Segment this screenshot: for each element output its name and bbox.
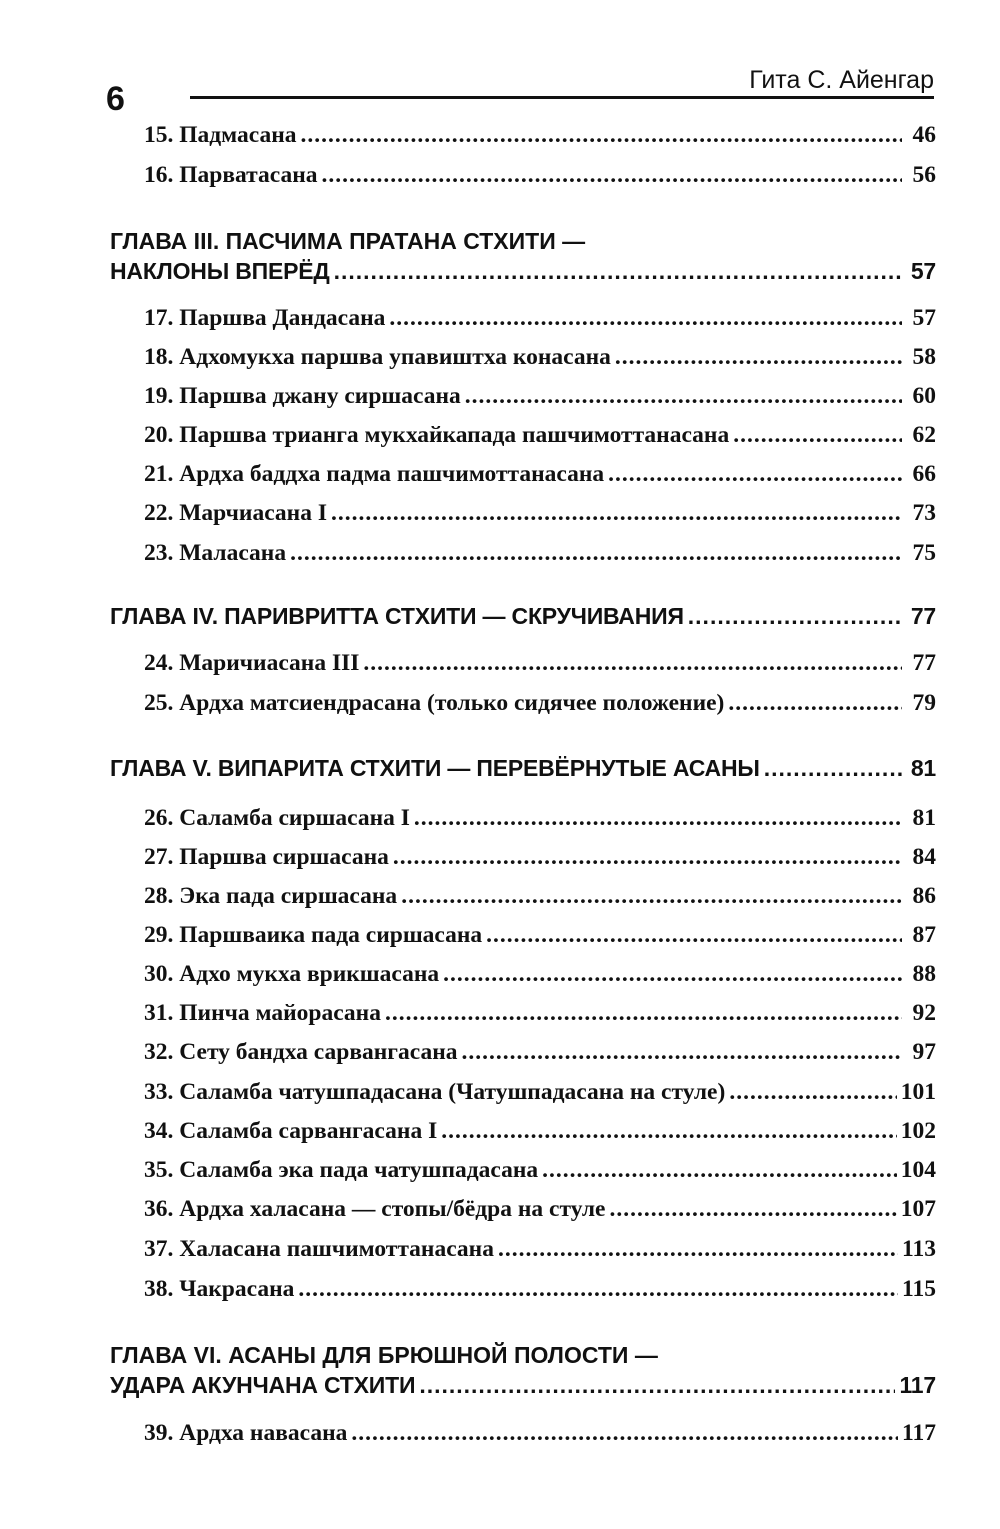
dot-leader [322, 162, 902, 189]
toc-entry-title: 35. Саламба эка пада чатушпадасана [144, 1157, 539, 1183]
dot-leader [443, 961, 902, 988]
toc-entry-page: 79 [912, 690, 936, 716]
chapter-heading [110, 258, 936, 285]
toc-entry-page: 92 [912, 1000, 936, 1026]
toc-entry [144, 344, 936, 371]
toc-entry-title: 33. Саламба чатушпадасана (Чатушпадасана на стуле) [144, 1079, 726, 1105]
running-header-author: Гита С. Айенгар [749, 66, 934, 94]
toc-entry [144, 805, 936, 832]
toc-entry [144, 461, 936, 488]
toc-entry-title: 26. Саламба сиршасана I [144, 805, 410, 831]
toc-entry [144, 690, 936, 717]
toc-entry-title: 18. Адхомукха паршва упавиштха конасана [144, 344, 611, 370]
toc-entry-title: 28. Эка пада сиршасана [144, 883, 398, 909]
chapter-title: ГЛАВА IV. ПАРИВРИТТА СТХИТИ — СКРУЧИВАНИЯ [110, 603, 684, 629]
toc-entry-page: 75 [912, 540, 936, 566]
toc-entry-page: 66 [912, 461, 936, 487]
dot-leader [385, 1000, 902, 1027]
toc-entry [144, 500, 936, 527]
dot-leader [363, 650, 902, 677]
toc-entry-page: 107 [900, 1196, 936, 1222]
toc-entry [144, 1276, 936, 1303]
chapter-title-line1: ГЛАВА III. ПАСЧИМА ПРАТАНА СТХИТИ — [110, 228, 586, 254]
toc-entry [144, 1236, 936, 1263]
toc-entry-page: 77 [912, 650, 936, 676]
toc-entry-title: 16. Парватасана [144, 162, 318, 188]
toc-entry [144, 1079, 936, 1106]
toc-entry [144, 1039, 936, 1066]
dot-leader [401, 883, 902, 910]
toc-entry [144, 422, 936, 449]
toc-entry-page: 104 [900, 1157, 936, 1183]
toc-entry-title: 27. Паршва сиршасана [144, 844, 389, 870]
toc-entry [144, 961, 936, 988]
toc-entry-title: 24. Маричиасана III [144, 650, 360, 676]
dot-leader [729, 1079, 896, 1106]
dot-leader [465, 383, 902, 410]
toc-entry-title: 30. Адхо мукха врикшасана [144, 961, 440, 987]
toc-entry-title: 23. Маласана [144, 540, 287, 566]
toc-entry [144, 383, 936, 410]
toc-entry-page: 73 [912, 500, 936, 526]
page-number: 6 [106, 80, 125, 118]
toc-entry-page: 56 [912, 162, 936, 188]
chapter-page: 57 [910, 258, 936, 284]
dot-leader [733, 422, 902, 449]
toc-entry-page: 102 [900, 1118, 936, 1144]
toc-entry-page: 117 [902, 1420, 936, 1446]
toc-entry [144, 162, 936, 189]
dot-leader [542, 1157, 897, 1184]
toc-entry [144, 1157, 936, 1184]
dot-leader [301, 122, 902, 149]
toc-entry-title: 25. Ардха матсиендрасана (только сидячее положение) [144, 690, 725, 716]
toc-entry-page: 86 [912, 883, 936, 909]
toc-entry [144, 1000, 936, 1027]
dot-leader [298, 1276, 898, 1303]
dot-leader [462, 1039, 903, 1066]
chapter-title-line1: ГЛАВА VI. АСАНЫ ДЛЯ БРЮШНОЙ ПОЛОСТИ — [110, 1342, 658, 1368]
toc-entry-page: 60 [912, 383, 936, 409]
toc-entry [144, 1196, 936, 1223]
chapter-heading [110, 755, 936, 782]
toc-entry-title: 21. Ардха баддха падма пашчимоттанасана [144, 461, 605, 487]
toc-entry [144, 844, 936, 871]
header-rule [190, 96, 934, 99]
toc-entry-title: 17. Паршва Дандасана [144, 305, 386, 331]
toc-entry-page: 87 [912, 922, 936, 948]
chapter-title-line2: НАКЛОНЫ ВПЕРЁД [110, 258, 330, 284]
dot-leader [290, 540, 902, 567]
toc-entry-page: 81 [912, 805, 936, 831]
toc-entry-page: 101 [900, 1079, 936, 1105]
toc-entry [144, 922, 936, 949]
dot-leader [334, 258, 902, 285]
toc-entry-title: 34. Саламба сарвангасана I [144, 1118, 438, 1144]
dot-leader [486, 922, 902, 949]
toc-entry-title: 29. Паршваика пада сиршасана [144, 922, 483, 948]
toc-entry-page: 58 [912, 344, 936, 370]
dot-leader [414, 805, 902, 832]
toc-entry-page: 115 [902, 1276, 936, 1302]
toc-entry [144, 1420, 936, 1447]
dot-leader [419, 1372, 895, 1399]
dot-leader [441, 1118, 897, 1145]
toc-entry [144, 122, 936, 149]
chapter-heading [110, 1372, 936, 1399]
toc-entry [144, 650, 936, 677]
toc-entry-page: 97 [912, 1039, 936, 1065]
toc-entry-page: 84 [912, 844, 936, 870]
chapter-title-line2: УДАРА АКУНЧАНА СТХИТИ [110, 1372, 416, 1398]
toc-entry-page: 57 [912, 305, 936, 331]
chapter-page: 117 [899, 1372, 936, 1398]
dot-leader [615, 344, 902, 371]
toc-entry-title: 31. Пинча майорасана [144, 1000, 381, 1026]
toc-entry [144, 540, 936, 567]
toc-entry-page: 46 [912, 122, 936, 148]
toc-entry-page: 88 [912, 961, 936, 987]
toc-entry-title: 38. Чакрасана [144, 1276, 295, 1302]
dot-leader [498, 1236, 898, 1263]
dot-leader [351, 1420, 898, 1447]
dot-leader [389, 305, 902, 332]
dot-leader [688, 603, 902, 630]
toc-entry-title: 36. Ардха халасана — стопы/бёдра на стуле [144, 1196, 606, 1222]
toc-entry-title: 37. Халасана пашчимоттанасана [144, 1236, 494, 1262]
dot-leader [608, 461, 902, 488]
toc-entry-title: 19. Паршва джану сиршасана [144, 383, 461, 409]
dot-leader [764, 755, 902, 782]
toc-entry-page: 62 [912, 422, 936, 448]
toc-entry [144, 305, 936, 332]
chapter-heading [110, 603, 936, 630]
toc-entry-page: 113 [902, 1236, 936, 1262]
dot-leader [331, 500, 902, 527]
toc-entry-title: 32. Сету бандха сарвангасана [144, 1039, 458, 1065]
dot-leader [609, 1196, 896, 1223]
toc-entry-title: 39. Ардха навасана [144, 1420, 348, 1446]
dot-leader [728, 690, 902, 717]
chapter-page: 81 [910, 755, 936, 781]
toc-entry-title: 22. Марчиасана I [144, 500, 327, 526]
toc-entry [144, 883, 936, 910]
dot-leader [393, 844, 902, 871]
toc-entry [144, 1118, 936, 1145]
chapter-title: ГЛАВА V. ВИПАРИТА СТХИТИ — ПЕРЕВЁРНУТЫЕ АСАНЫ [110, 755, 760, 781]
toc-entry-title: 15. Падмасана [144, 122, 297, 148]
chapter-page: 77 [910, 603, 936, 629]
toc-entry-title: 20. Паршва трианга мукхайкапада пашчимоттанасана [144, 422, 730, 448]
